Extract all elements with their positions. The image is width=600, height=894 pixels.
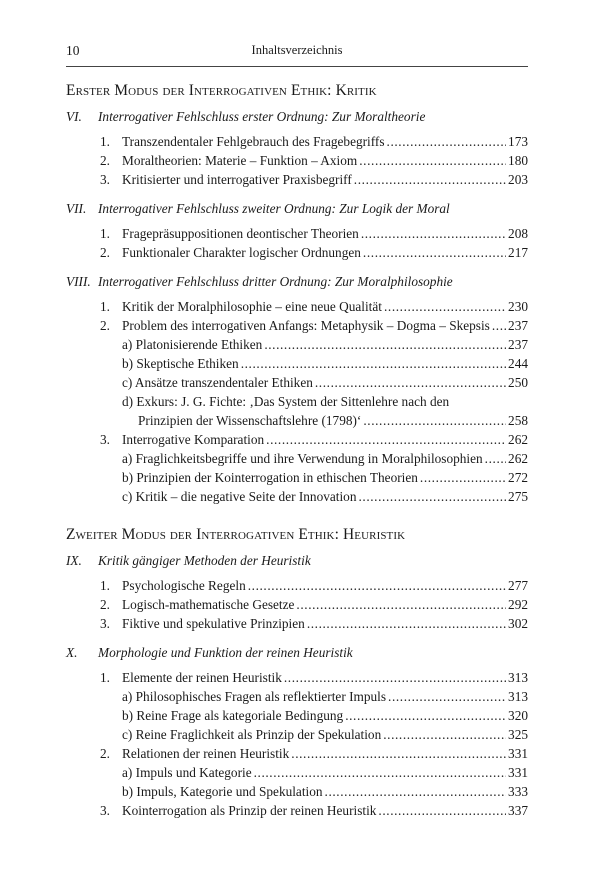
- entry-number: 1.: [100, 226, 110, 241]
- chapter-heading: [66, 199, 528, 218]
- dot-leader: [241, 354, 506, 373]
- toc-subentry[interactable]: [122, 487, 528, 506]
- chapter-title: Interrogativer Fehlschluss erster Ordnung: Zur Moraltheorie: [98, 109, 426, 124]
- toc-subentry[interactable]: [122, 725, 528, 744]
- dot-leader: [492, 316, 506, 335]
- dot-leader: [266, 430, 506, 449]
- toc-subentry[interactable]: [122, 335, 528, 354]
- entry-number: 2.: [100, 245, 110, 260]
- dot-leader: [291, 744, 506, 763]
- toc-subentry[interactable]: [122, 763, 528, 782]
- entry-title: Kritisierter und interrogativer Praxisbegriff: [122, 172, 352, 187]
- dot-leader: [358, 487, 506, 506]
- entry-page: 302: [508, 616, 528, 631]
- toc-subentry[interactable]: [122, 449, 528, 468]
- chapter-heading: [66, 551, 528, 570]
- chapter-heading: [66, 643, 528, 662]
- toc-subentry[interactable]: [122, 782, 528, 801]
- entry-number: 2.: [100, 318, 110, 333]
- chapter-number: VIII.: [66, 274, 91, 289]
- entry-title: Psychologische Regeln: [122, 578, 246, 593]
- dot-leader: [388, 687, 506, 706]
- entry-title: b) Reine Frage als kategoriale Bedingung: [122, 708, 344, 723]
- chapter-title: Kritik gängiger Methoden der Heuristik: [98, 553, 311, 568]
- dot-leader: [359, 151, 506, 170]
- entry-number: 2.: [100, 597, 110, 612]
- entry-page: 208: [508, 226, 528, 241]
- chapter-number: X.: [66, 645, 78, 660]
- entry-title: a) Philosophisches Fragen als reflektierter Impuls: [122, 689, 387, 704]
- toc-subentry[interactable]: [122, 687, 528, 706]
- entry-number: 2.: [100, 746, 110, 761]
- entry-title: c) Ansätze transzendentaler Ethiken: [122, 375, 313, 390]
- entry-title: a) Platonisierende Ethiken: [122, 337, 263, 352]
- dot-leader: [248, 576, 506, 595]
- entry-title: a) Fraglichkeitsbegriffe und ihre Verwendung in Moralphilosophien: [122, 451, 483, 466]
- dot-leader: [485, 449, 506, 468]
- entry-page: 331: [508, 746, 528, 761]
- dot-leader: [307, 614, 506, 633]
- entry-page: 337: [508, 803, 528, 818]
- chapter-title: Morphologie und Funktion der reinen Heuristik: [98, 645, 353, 660]
- entry-number: 3.: [100, 803, 110, 818]
- entry-title: b) Impuls, Kategorie und Spekulation: [122, 784, 323, 799]
- chapter-number: IX.: [66, 553, 82, 568]
- entry-title: Problem des interrogativen Anfangs: Metaphysik – Dogma – Skepsis: [122, 318, 490, 333]
- entry-title-line2: Prinzipien der Wissenschaftslehre (1798)‘: [138, 413, 362, 428]
- entry-title: a) Impuls und Kategorie: [122, 765, 252, 780]
- toc-entry[interactable]: [100, 614, 528, 633]
- dot-leader: [361, 224, 506, 243]
- dot-leader: [325, 782, 507, 801]
- entry-page: 320: [508, 708, 528, 723]
- chapter-title: Interrogativer Fehlschluss zweiter Ordnung: Zur Logik der Moral: [98, 201, 450, 216]
- entry-number: 1.: [100, 134, 110, 149]
- entry-title: Kritik der Moralphilosophie – eine neue Qualität: [122, 299, 382, 314]
- entry-page: 173: [508, 134, 528, 149]
- entry-title: Logisch-mathematische Gesetze: [122, 597, 295, 612]
- toc-entry[interactable]: [100, 170, 528, 189]
- dot-leader: [296, 595, 506, 614]
- entry-number: 1.: [100, 299, 110, 314]
- dot-leader: [345, 706, 506, 725]
- dot-leader: [383, 725, 506, 744]
- toc-entry[interactable]: [100, 576, 528, 595]
- toc-page: [66, 0, 528, 820]
- entry-title: Elemente der reinen Heuristik: [122, 670, 282, 685]
- entry-page: 313: [508, 670, 528, 685]
- entry-number: 1.: [100, 578, 110, 593]
- entry-number: 3.: [100, 432, 110, 447]
- entry-page: 292: [508, 597, 528, 612]
- entry-page: 272: [508, 470, 528, 485]
- entry-number: 3.: [100, 616, 110, 631]
- toc-entry[interactable]: [100, 595, 528, 614]
- toc-entry[interactable]: [100, 243, 528, 262]
- toc-subentry[interactable]: [122, 373, 528, 392]
- entry-title: c) Reine Fraglichkeit als Prinzip der Spekulation: [122, 727, 382, 742]
- chapter-title: Interrogativer Fehlschluss dritter Ordnung: Zur Moralphilosophie: [98, 274, 453, 289]
- entry-page: 230: [508, 299, 528, 314]
- entry-title: b) Prinzipien der Kointerrogation in ethischen Theorien: [122, 470, 418, 485]
- entry-page: 275: [508, 489, 528, 504]
- toc-subentry[interactable]: [122, 706, 528, 725]
- toc-entry[interactable]: [100, 668, 528, 687]
- entry-page: 277: [508, 578, 528, 593]
- entry-page: 313: [508, 689, 528, 704]
- mode-heading-1: Erster Modus der Interrogativen Ethik: Kritik: [66, 82, 377, 99]
- toc-subentry[interactable]: [122, 468, 528, 487]
- entry-title: Fragepräsuppositionen deontischer Theorien: [122, 226, 359, 241]
- toc-entry[interactable]: [100, 430, 528, 449]
- page-number: 10: [66, 43, 80, 58]
- entry-title: Fiktive und spekulative Prinzipien: [122, 616, 305, 631]
- dot-leader: [315, 373, 506, 392]
- entry-title: Moraltheorien: Materie – Funktion – Axiom: [122, 153, 358, 168]
- entry-page: 258: [508, 413, 528, 428]
- toc-entry[interactable]: [100, 132, 528, 151]
- toc-subentry[interactable]: [122, 354, 528, 373]
- entry-page: 262: [508, 451, 528, 466]
- chapter-heading: [66, 272, 528, 291]
- entry-page: 180: [508, 153, 528, 168]
- entry-title: Funktionaler Charakter logischer Ordnungen: [122, 245, 361, 260]
- dot-leader: [264, 335, 506, 354]
- entry-page: 250: [508, 375, 528, 390]
- toc-entry[interactable]: [100, 316, 528, 335]
- entry-page: 262: [508, 432, 528, 447]
- toc-entry[interactable]: [100, 297, 528, 316]
- chapter-number: VII.: [66, 201, 87, 216]
- entry-title: Relationen der reinen Heuristik: [122, 746, 290, 761]
- entry-number: 2.: [100, 153, 110, 168]
- entry-title: Kointerrogation als Prinzip der reinen Heuristik: [122, 803, 377, 818]
- toc-entry[interactable]: [100, 224, 528, 243]
- toc-entry[interactable]: [100, 744, 528, 763]
- toc-subentry[interactable]: [138, 411, 528, 430]
- entry-page: 331: [508, 765, 528, 780]
- entry-number: 3.: [100, 172, 110, 187]
- entry-title: Transzendentaler Fehlgebrauch des Fragebegriffs: [122, 134, 385, 149]
- dot-leader: [378, 801, 506, 820]
- running-title: Inhaltsverzeichnis: [251, 43, 343, 57]
- entry-page: 237: [508, 318, 528, 333]
- entry-page: 325: [508, 727, 528, 742]
- entry-title: b) Skeptische Ethiken: [122, 356, 239, 371]
- entry-page: 203: [508, 172, 528, 187]
- entry-title-line1[interactable]: d) Exkurs: J. G. Fichte: ‚Das System der Sittenlehre nach den: [122, 394, 450, 409]
- dot-leader: [363, 411, 506, 430]
- dot-leader: [284, 668, 506, 687]
- entry-page: 244: [508, 356, 528, 371]
- entry-page: 237: [508, 337, 528, 352]
- header-rule: [66, 66, 528, 67]
- entry-page: 217: [508, 245, 528, 260]
- toc-entry[interactable]: [100, 801, 528, 820]
- chapter-number: VI.: [66, 109, 82, 124]
- dot-leader: [254, 763, 506, 782]
- dot-leader: [420, 468, 506, 487]
- toc-entry[interactable]: [100, 151, 528, 170]
- entry-number: 1.: [100, 670, 110, 685]
- mode-heading-2: Zweiter Modus der Interrogativen Ethik: Heuristik: [66, 526, 406, 543]
- page-header: [66, 43, 528, 63]
- entry-page: 333: [508, 784, 528, 799]
- entry-title: c) Kritik – die negative Seite der Innovation: [122, 489, 357, 504]
- chapter-heading: [66, 107, 528, 126]
- dot-leader: [384, 297, 506, 316]
- dot-leader: [387, 132, 507, 151]
- entry-title: Interrogative Komparation: [122, 432, 265, 447]
- dot-leader: [354, 170, 506, 189]
- dot-leader: [363, 243, 506, 262]
